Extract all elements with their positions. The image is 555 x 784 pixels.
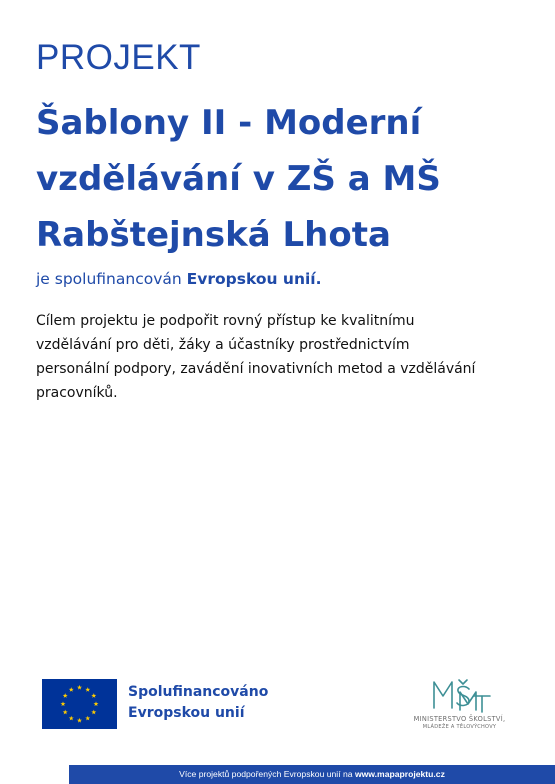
msmt-label-line: MLÁDEŽE A TĚLOVÝCHOVY	[422, 724, 497, 730]
project-title-line: Rabštejnská Lhota	[36, 215, 391, 255]
msmt-logo-icon	[402, 676, 517, 714]
footer-bar	[69, 765, 555, 784]
description-line: personální podpory, zavádění inovativních metod a vzdělávání	[36, 361, 476, 377]
eu-label-line: Spolufinancováno	[128, 684, 269, 700]
project-title-line: vzdělávání v ZŠ a MŠ	[36, 159, 441, 199]
eu-cofinanced-label	[128, 682, 268, 724]
description-line: Cílem projektu je podpořit rovný přístup ke kvalitnímu	[36, 313, 415, 329]
footer-link[interactable]: www.mapaprojektu.cz	[354, 769, 445, 779]
cofinancing-statement	[36, 270, 322, 288]
msmt-logo	[402, 676, 517, 734]
project-title	[36, 95, 536, 263]
description-line: pracovníků.	[36, 385, 118, 401]
msmt-label-line: MINISTERSTVO ŠKOLSTVÍ,	[413, 715, 506, 723]
eu-label-line: Evropskou unií	[128, 705, 245, 721]
project-kicker: PROJEKT	[36, 38, 201, 77]
project-description	[36, 309, 526, 405]
cofinancing-prefix: je spolufinancován	[36, 270, 187, 288]
footer-text: Více projektů podpořených Evropskou unií na	[179, 769, 355, 779]
description-line: vzdělávání pro děti, žáky a účastníky prostřednictvím	[36, 337, 410, 353]
project-title-line: Šablony II - Moderní	[36, 103, 422, 143]
eu-flag-icon	[42, 679, 117, 729]
cofinancing-emphasis: Evropskou unií.	[186, 270, 322, 288]
